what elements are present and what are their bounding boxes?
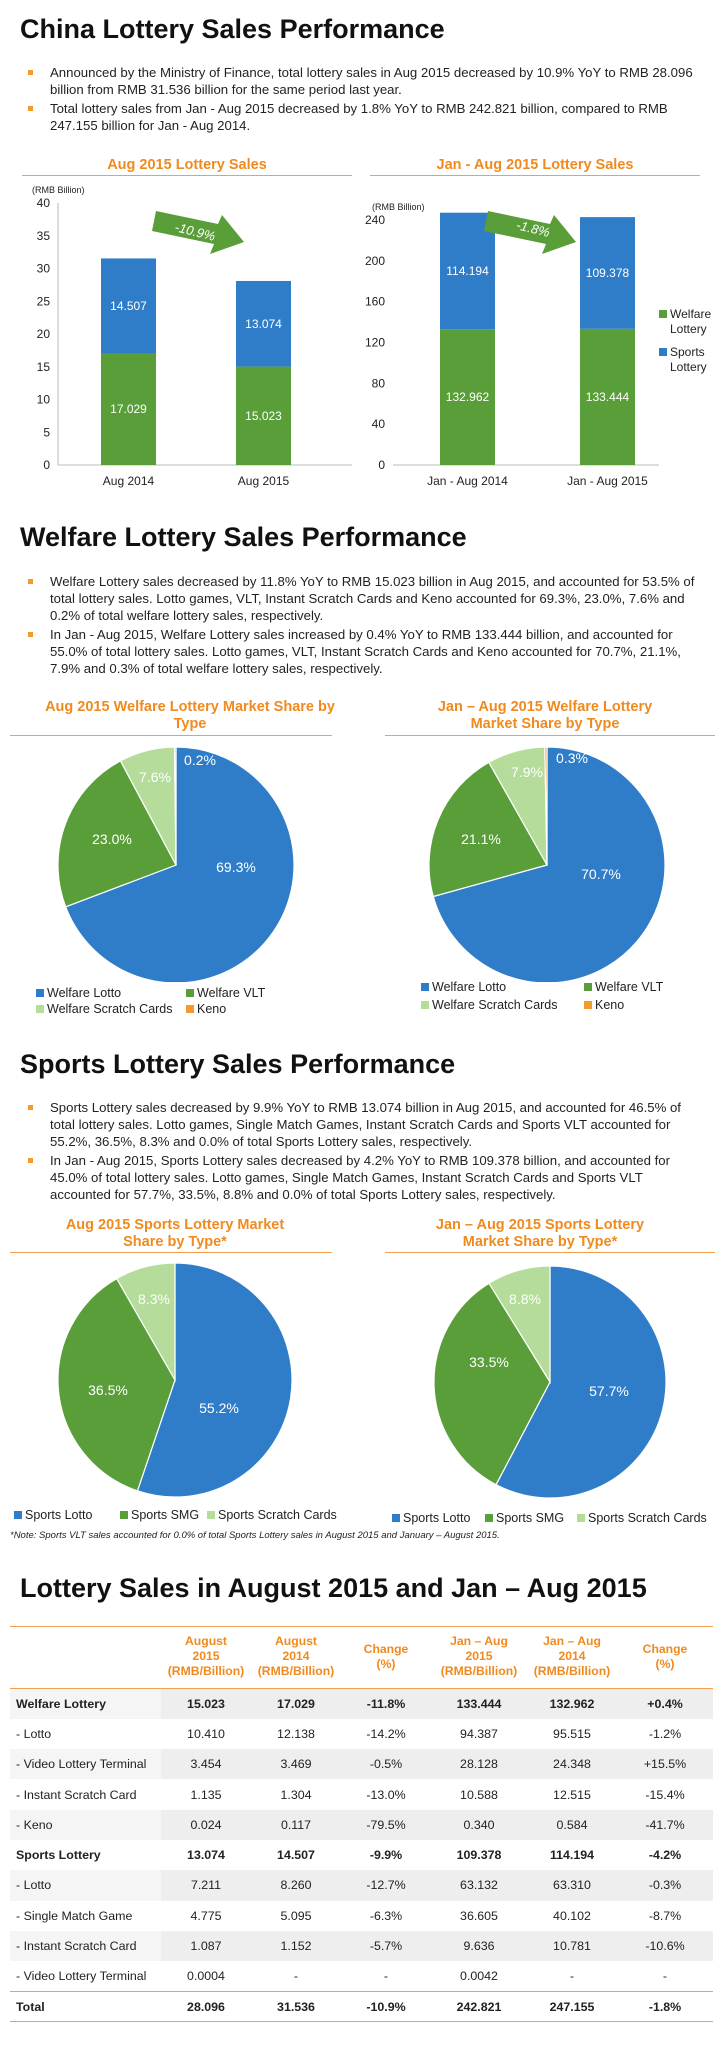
table-cell: 28.128: [431, 1749, 527, 1779]
bar-chart-aug: [0, 178, 362, 498]
pie-chart-welfare-ytd: [362, 737, 723, 982]
table-cell: 4.775: [190, 1908, 222, 1923]
table-cell: 40.102: [553, 1908, 591, 1923]
table-cell: 1.135: [190, 1787, 222, 1802]
table-cell: 12.138: [277, 1726, 315, 1741]
slice-label: 7.6%: [139, 769, 171, 785]
slice-label: 70.7%: [581, 866, 621, 882]
legend-label: Sports Lotto: [403, 1511, 471, 1525]
table-cell: 0.0042: [460, 1969, 498, 1984]
slice-label: 57.7%: [589, 1383, 629, 1399]
legend-swatch: [659, 310, 667, 318]
table-cell: -15.4%: [645, 1787, 685, 1802]
table-cell: 9.636: [431, 1931, 527, 1961]
table-cell: 0.340: [431, 1810, 527, 1840]
table-cell: 63.132: [431, 1870, 527, 1900]
table-cell: - Lotto: [16, 1726, 52, 1741]
table-cell: 28.096: [161, 1991, 251, 2021]
legend-label: Welfare Lotto: [47, 986, 122, 1000]
legend-item: [186, 986, 265, 1000]
table-cell: -: [569, 1969, 575, 1984]
table-cell: 7.211: [161, 1870, 251, 1900]
table-cell: 13.074: [187, 1848, 225, 1863]
unit-label: (RMB Billion): [372, 202, 425, 212]
table-cell: 0.584: [527, 1810, 617, 1840]
title-rule: [22, 175, 352, 176]
y-tick-label: 40: [36, 196, 50, 210]
slice-label: 0.2%: [184, 752, 216, 768]
legend-swatch: [421, 983, 429, 991]
legend-swatch: [36, 989, 44, 997]
slice-label: 21.1%: [461, 831, 501, 847]
column-header: Change (%): [617, 1627, 713, 1689]
table-cell: 114.194: [549, 1848, 595, 1863]
table-cell: 1.087: [161, 1931, 251, 1961]
table-cell: -: [383, 1969, 389, 1984]
legend-label: Sports SMG: [496, 1511, 565, 1525]
slice-label: 8.8%: [509, 1291, 541, 1307]
table-cell: -13.0%: [366, 1787, 406, 1802]
table-row: [10, 1779, 713, 1809]
y-tick-label: 200: [364, 253, 385, 268]
y-tick-label: 0: [378, 458, 385, 472]
table-cell: - Instant Scratch Card: [16, 1787, 137, 1802]
table-cell: 247.155: [527, 1991, 617, 2021]
legend-item: [392, 1511, 470, 1525]
slice-label: 0.3%: [556, 750, 588, 766]
data-label: 15.023: [245, 408, 282, 423]
slice-label: 55.2%: [199, 1400, 239, 1416]
legend-label: Keno: [197, 1002, 227, 1016]
legend-item: [421, 998, 558, 1012]
table-cell: 10.410: [187, 1726, 225, 1741]
table-cell: -0.5%: [341, 1749, 431, 1779]
column-header: August 2015 (RMB/Billion): [161, 1627, 251, 1689]
slice-label: 33.5%: [469, 1354, 509, 1370]
table-cell: 5.095: [280, 1908, 312, 1923]
legend-label: Welfare Lotto: [432, 980, 507, 994]
table-cell: 14.507: [277, 1848, 315, 1863]
table-header-row: [10, 1627, 713, 1689]
table-cell: 8.260: [251, 1870, 341, 1900]
legend-swatch: [485, 1514, 493, 1522]
table-cell: 0.024: [161, 1810, 251, 1840]
table-cell: -1.2%: [648, 1726, 682, 1741]
y-tick-label: 20: [36, 327, 50, 341]
section-title-table: Lottery Sales in August 2015 and Jan – Aug 2015: [20, 1573, 647, 1603]
table-cell: -14.2%: [366, 1726, 406, 1741]
legend-label: Welfare Scratch Cards: [432, 998, 558, 1012]
legend-label: Lottery: [670, 322, 707, 336]
legend-swatch: [421, 1001, 429, 1009]
bullet-item: Sports Lottery sales decreased by 9.9% YoY to RMB 13.074 billion in Aug 2015, and accounted for 46.5% of total lottery sales. Lotto games, Single Match Games, Instant Scratch Cards and Sports VLT accounted for 55.2%, 36.5%, 8.3% and 0.0% of total Sports Lottery sales, respectively.: [28, 1099, 703, 1150]
legend-item: [584, 980, 663, 994]
table-row: [10, 1901, 713, 1931]
x-tick-label: Aug 2014: [102, 474, 155, 488]
table-row: [10, 1991, 713, 2021]
table-row: [10, 1840, 713, 1870]
x-tick-label: Jan - Aug 2014: [427, 474, 508, 488]
legend-label: Welfare VLT: [595, 980, 664, 994]
table-cell: -: [293, 1969, 299, 1984]
legend-welfare-ytd: [421, 980, 721, 1012]
column-header: August 2014 (RMB/Billion): [251, 1627, 341, 1689]
legend-label: Welfare: [670, 307, 712, 321]
legend-item: [36, 986, 121, 1000]
pie-chart-sports-ytd: [362, 1254, 723, 1504]
table-cell: - Lotto: [10, 1870, 161, 1900]
table-cell: -1.8%: [617, 1991, 713, 2021]
table-cell: 132.962: [527, 1689, 617, 1719]
pie-3-title: Aug 2015 Sports Lottery Market Share by Type*: [65, 1217, 285, 1250]
y-tick-label: 160: [364, 294, 385, 309]
table-cell: 242.821: [431, 1991, 527, 2021]
table-cell: - Video Lottery Terminal: [10, 1749, 161, 1779]
legend-swatch: [584, 1001, 592, 1009]
table-cell: 31.536: [251, 1991, 341, 2021]
bullet-item: In Jan - Aug 2015, Sports Lottery sales decreased by 4.2% YoY to RMB 109.378 billion, and accounted for 45.0% of total lottery sales. Lotto games, Single Match Games, Instant Scratch Cards and Sports VLT accounted for 57.7%, 33.5%, 8.8% and 0.0% of total Sports Lottery sales, respectively.: [28, 1152, 703, 1203]
bar-chart-1-title: Aug 2015 Lottery Sales: [107, 157, 267, 173]
y-tick-label: 120: [364, 335, 385, 350]
data-label: 109.378: [585, 265, 630, 280]
legend-swatch: [36, 1005, 44, 1013]
footnote: *Note: Sports VLT sales accounted for 0.0% of total Sports Lottery sales in August 2015 and January – August 2015.: [10, 1530, 500, 1541]
table-cell: -4.2%: [648, 1848, 682, 1863]
table-row: [10, 1719, 713, 1749]
legend-item: [421, 980, 506, 994]
legend-label: Sports SMG: [131, 1508, 200, 1522]
legend-item: [207, 1508, 337, 1522]
table-cell: 94.387: [460, 1726, 498, 1741]
y-tick-label: 0: [43, 458, 50, 472]
data-label: 132.962: [445, 390, 490, 405]
legend-item: [36, 1002, 173, 1016]
table-cell: 10.588: [460, 1787, 498, 1802]
y-tick-label: 240: [364, 213, 385, 227]
table-cell: - Instant Scratch Card: [10, 1931, 161, 1961]
table-cell: 0.117: [251, 1810, 341, 1840]
table-cell: -: [662, 1969, 668, 1984]
change-annotation: -1.8%: [514, 217, 552, 241]
table-cell: 109.378: [456, 1848, 502, 1863]
legend-item: [14, 1508, 92, 1522]
pie-4-title: Jan – Aug 2015 Sports Lottery Market Share by Type*: [435, 1217, 645, 1250]
data-label: 133.444: [585, 389, 630, 404]
title-rule: [10, 735, 332, 736]
legend-swatch: [186, 1005, 194, 1013]
legend-item: [577, 1511, 707, 1525]
bar-chart-2-title: Jan - Aug 2015 Lottery Sales: [436, 157, 634, 173]
y-tick-label: 40: [371, 417, 385, 432]
y-tick-label: 80: [371, 376, 385, 391]
legend-swatch: [186, 989, 194, 997]
table-body: [10, 1689, 713, 2022]
title-rule: [385, 1252, 715, 1253]
legend-label: Sports Scratch Cards: [218, 1508, 337, 1522]
legend-swatch: [207, 1511, 215, 1519]
table-cell: - Video Lottery Terminal: [16, 1969, 147, 1984]
table-cell: 17.029: [251, 1689, 341, 1719]
slice-label: 36.5%: [88, 1382, 128, 1398]
data-label: 14.507: [110, 298, 147, 313]
legend-label: Lottery: [670, 360, 707, 374]
table-cell: 36.605: [460, 1908, 498, 1923]
x-tick-label: Jan - Aug 2015: [567, 474, 648, 488]
table-row: [10, 1870, 713, 1900]
data-label: 114.194: [446, 263, 489, 278]
y-tick-label: 25: [36, 294, 50, 309]
legend-item: [584, 998, 624, 1012]
table-cell: 10.781: [527, 1931, 617, 1961]
legend-swatch: [120, 1511, 128, 1519]
pie-chart-welfare-aug: [0, 737, 362, 982]
y-tick-label: 30: [36, 261, 50, 276]
column-header: [10, 1627, 161, 1689]
legend-item: [120, 1508, 199, 1522]
legend-label: Welfare Scratch Cards: [47, 1002, 173, 1016]
table-cell: -0.3%: [617, 1870, 713, 1900]
table-cell: 1.304: [280, 1787, 312, 1802]
y-tick-label: 15: [36, 359, 50, 374]
table-cell: -9.9%: [369, 1848, 403, 1863]
data-label: 17.029: [110, 402, 147, 417]
table-cell: 1.152: [251, 1931, 341, 1961]
slice-label: 69.3%: [216, 859, 256, 875]
table-cell: 133.444: [431, 1689, 527, 1719]
legend-item: [485, 1511, 564, 1525]
legend-label: Keno: [595, 998, 625, 1012]
table-cell: +0.4%: [617, 1689, 713, 1719]
legend-label: Sports Scratch Cards: [588, 1511, 707, 1525]
table-cell: - Single Match Game: [16, 1908, 133, 1923]
table-cell: -11.8%: [341, 1689, 431, 1719]
legend-sports-ytd: [392, 1511, 722, 1527]
table-cell: -10.9%: [341, 1991, 431, 2021]
x-tick-label: Aug 2015: [237, 474, 290, 488]
y-tick-label: 35: [36, 228, 50, 243]
title-rule: [370, 175, 700, 176]
table-cell: +15.5%: [617, 1749, 713, 1779]
table-cell: 24.348: [527, 1749, 617, 1779]
column-header: Jan – Aug 2014 (RMB/Billion): [527, 1627, 617, 1689]
table-row: [10, 1749, 713, 1779]
pie-2-title: Jan – Aug 2015 Welfare Lottery Market Share by Type: [437, 699, 653, 732]
bullet-item: Announced by the Ministry of Finance, total lottery sales in Aug 2015 decreased by 10.9% YoY to RMB 28.096 billion from RMB 31.536 billion for the same period last year.: [28, 64, 703, 98]
welfare-bullets: [28, 573, 703, 679]
column-header: Jan – Aug 2015 (RMB/Billion): [431, 1627, 527, 1689]
legend-swatch: [584, 983, 592, 991]
change-annotation: -10.9%: [173, 219, 217, 244]
table-cell: 0.0004: [187, 1969, 225, 1984]
sports-bullets: [28, 1099, 703, 1205]
table-cell: -79.5%: [341, 1810, 431, 1840]
title-rule: [10, 1252, 332, 1253]
china-bullets: [28, 64, 703, 136]
bullet-item: In Jan - Aug 2015, Welfare Lottery sales increased by 0.4% YoY to RMB 133.444 billion, and accounted for 55.0% of total lottery sales. Lotto games, VLT, Instant Scratch Cards and Keno accounted for 70.7%, 21.1%, 7.9% and 0.3% of total welfare lottery sales, respectively.: [28, 626, 703, 677]
data-label: 13.074: [245, 316, 282, 331]
table-cell: -12.7%: [341, 1870, 431, 1900]
table-cell: -5.7%: [341, 1931, 431, 1961]
column-header: Change (%): [341, 1627, 431, 1689]
table-cell: 95.515: [553, 1726, 591, 1741]
section-title-sports: Sports Lottery Sales Performance: [20, 1049, 456, 1079]
y-tick-label: 5: [43, 425, 50, 440]
table-row: [10, 1810, 713, 1840]
table-cell: 3.469: [251, 1749, 341, 1779]
unit-label: (RMB Billion): [32, 185, 85, 195]
sales-table: [10, 1626, 713, 2022]
table-cell: 3.454: [161, 1749, 251, 1779]
table-cell: -8.7%: [648, 1908, 682, 1923]
legend-label: Sports Lotto: [25, 1508, 93, 1522]
table-cell: Sports Lottery: [16, 1848, 101, 1863]
table-cell: - Keno: [10, 1810, 161, 1840]
legend-swatch: [659, 348, 667, 356]
y-tick-label: 10: [36, 392, 50, 407]
slice-label: 23.0%: [92, 831, 132, 847]
legend-label: Sports: [670, 345, 705, 359]
bullet-item: Welfare Lottery sales decreased by 11.8% YoY to RMB 15.023 billion in Aug 2015, and accounted for 53.5% of total lottery sales. Lotto games, VLT, Instant Scratch Cards and Keno accounted for 69.3%, 23.0%, 7.6% and 0.2% of total welfare lottery sales, respectively.: [28, 573, 703, 624]
title-rule: [385, 735, 715, 736]
table-cell: -10.6%: [617, 1931, 713, 1961]
section-title-welfare: Welfare Lottery Sales Performance: [20, 522, 467, 552]
table-cell: Total: [10, 1991, 161, 2021]
bullet-item: Total lottery sales from Jan - Aug 2015 decreased by 1.8% YoY to RMB 242.821 billion, compared to RMB 247.155 billion for Jan - Aug 2014.: [28, 100, 703, 134]
table-cell: 63.310: [527, 1870, 617, 1900]
table-row: [10, 1961, 713, 1991]
table-cell: -41.7%: [617, 1810, 713, 1840]
slice-label: 8.3%: [138, 1291, 170, 1307]
legend-welfare-aug: [36, 986, 356, 1018]
bar-chart-ytd: [362, 178, 723, 498]
table-cell: -6.3%: [369, 1908, 403, 1923]
legend-swatch: [392, 1514, 400, 1522]
table-cell: 12.515: [553, 1787, 591, 1802]
table-row: [10, 1689, 713, 1719]
table-cell: 15.023: [161, 1689, 251, 1719]
legend-swatch: [577, 1514, 585, 1522]
legend-item: [186, 1002, 226, 1016]
pie-chart-sports-aug: [0, 1254, 362, 1504]
legend-swatch: [14, 1511, 22, 1519]
table-row: [10, 1931, 713, 1961]
table-cell: Welfare Lottery: [10, 1689, 161, 1719]
legend-label: Welfare VLT: [197, 986, 266, 1000]
section-title-china: China Lottery Sales Performance: [20, 14, 445, 44]
slice-label: 7.9%: [511, 764, 543, 780]
legend-sports-aug: [14, 1508, 354, 1524]
pie-1-title: Aug 2015 Welfare Lottery Market Share by Type: [45, 699, 335, 732]
